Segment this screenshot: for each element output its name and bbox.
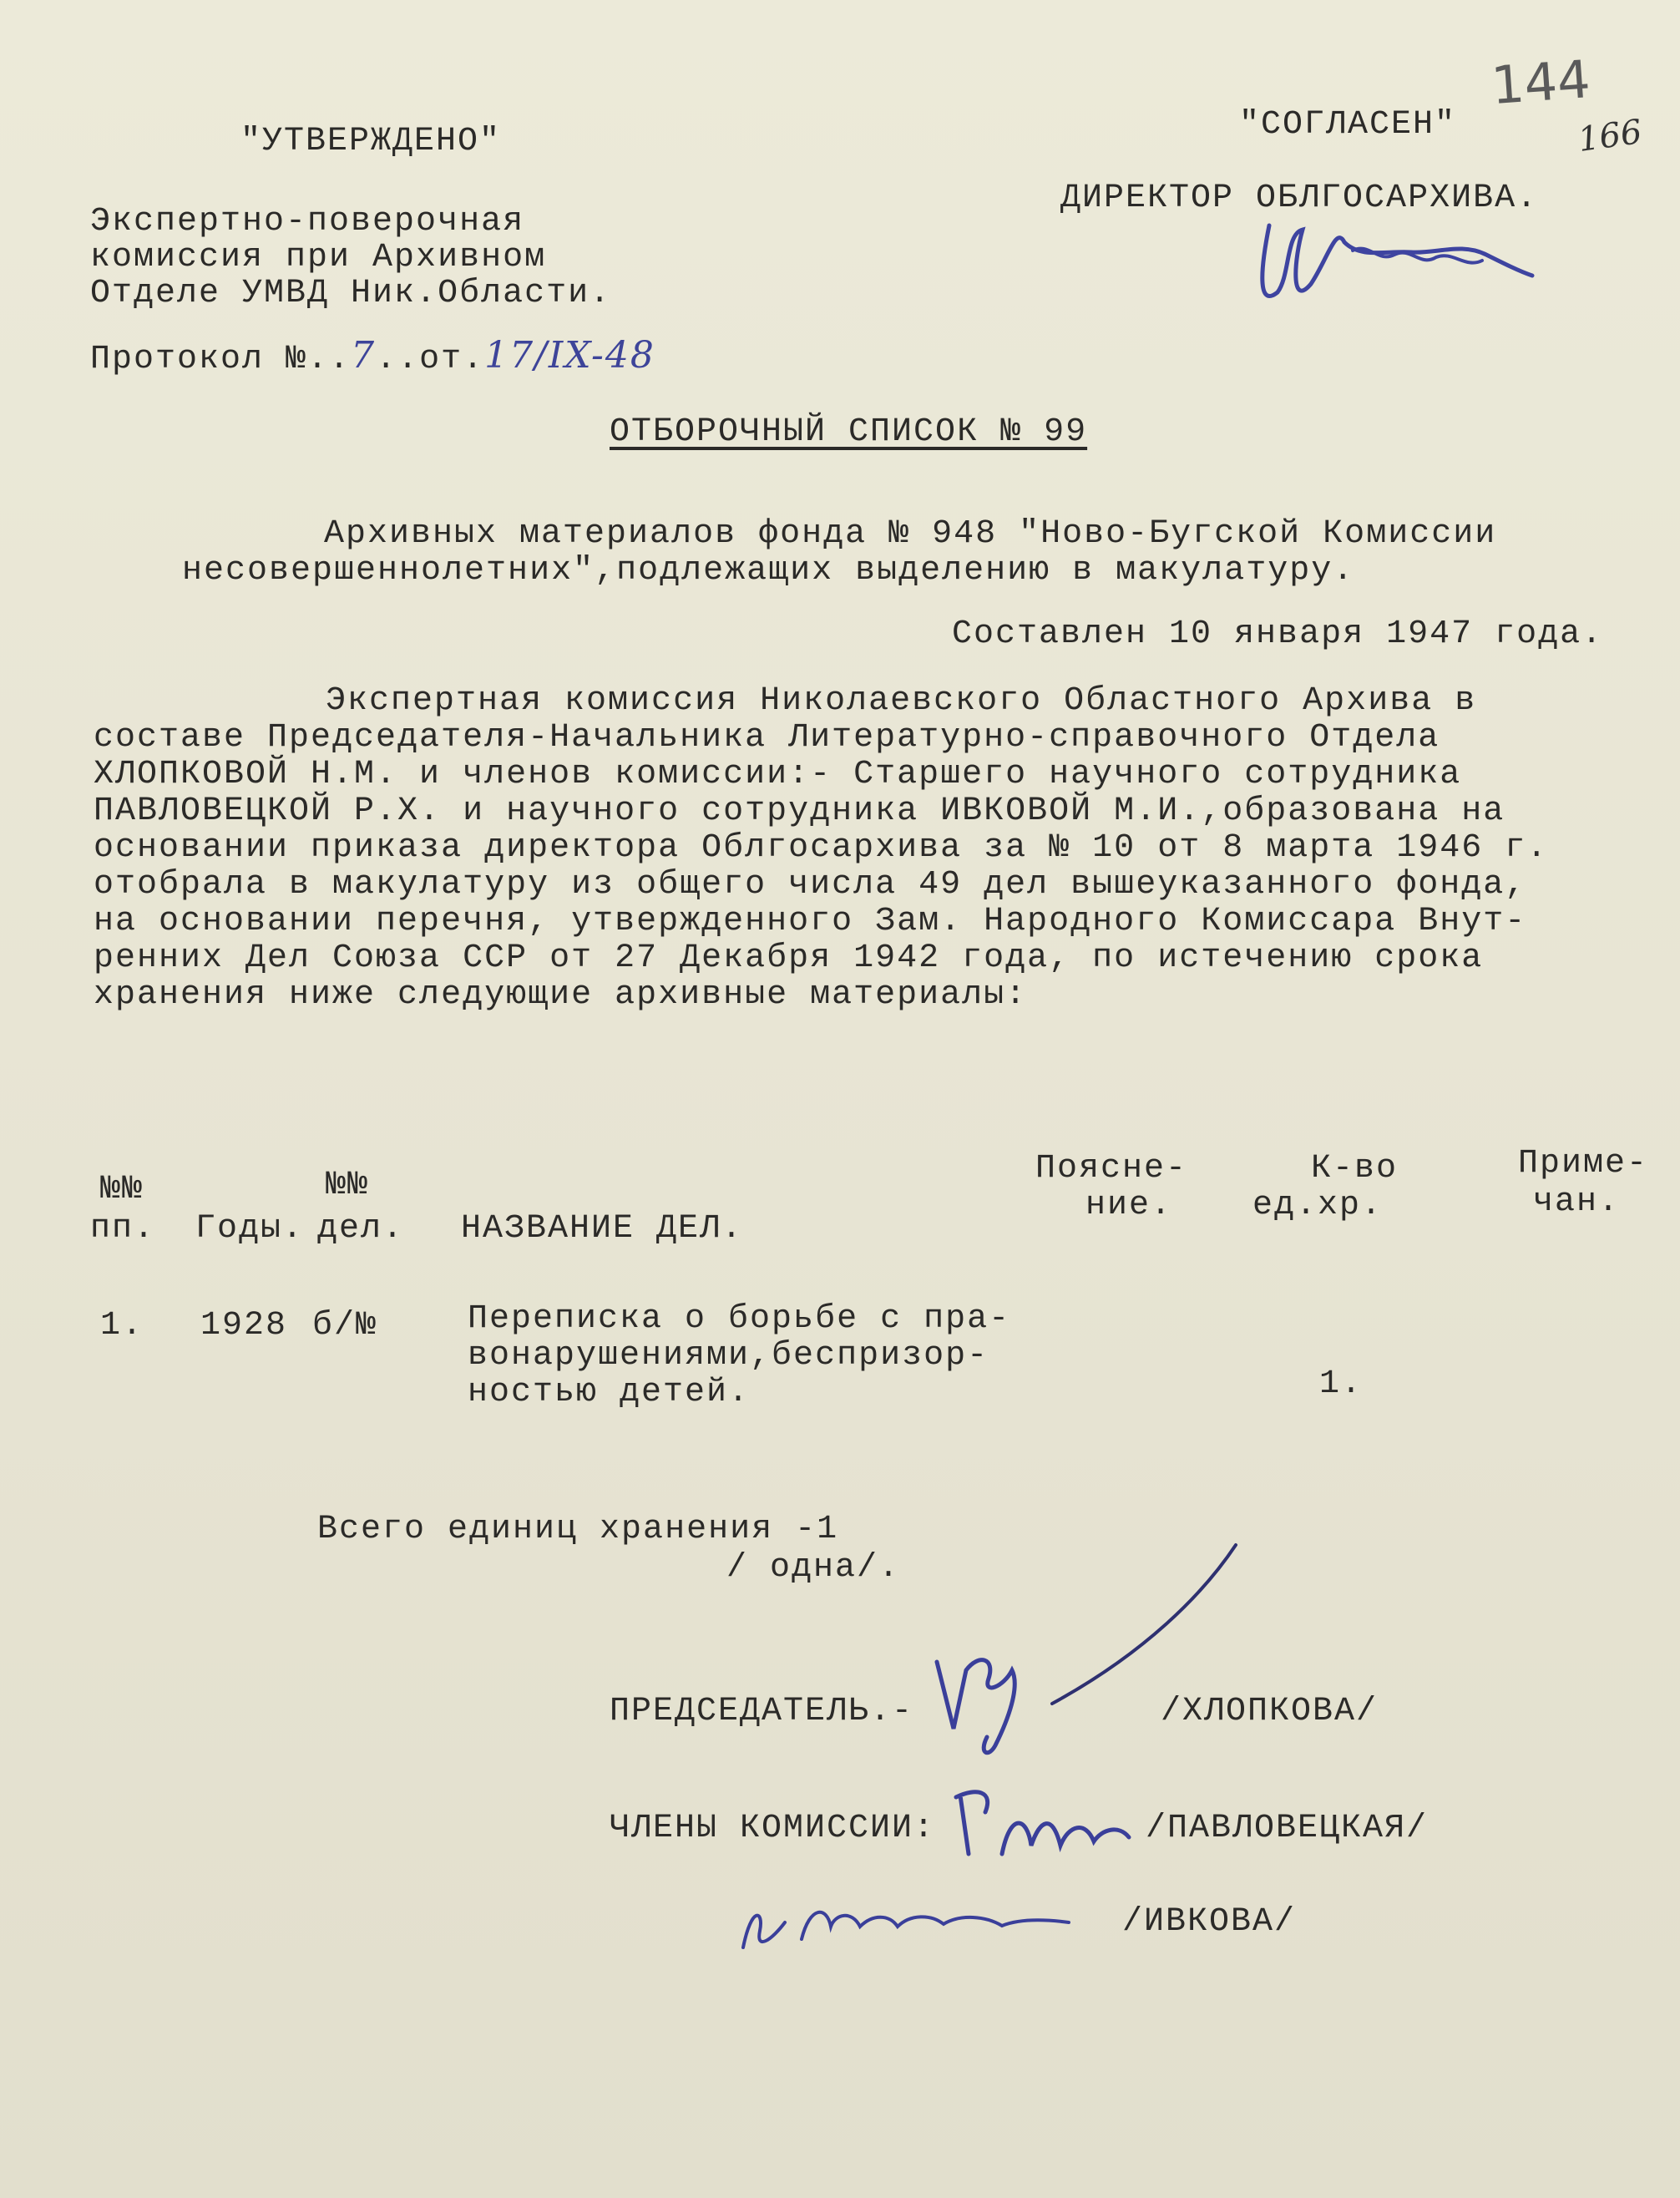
protocol-number: 7	[351, 334, 377, 377]
director-signature	[1252, 192, 1536, 326]
members-label: ЧЛЕНЫ КОМИССИИ:	[610, 1810, 936, 1847]
protocol-date: 17/IX-48	[484, 334, 655, 377]
protocol-from: от	[419, 341, 463, 378]
page-number-handwritten: 166	[1576, 112, 1645, 160]
col-title: НАЗВАНИЕ ДЕЛ.	[461, 1210, 744, 1248]
approved-title: "УТВЕРЖДЕНО"	[240, 123, 502, 160]
row-1-title-line-3: ностью детей.	[468, 1374, 751, 1411]
compiled-date: Составлен 10 января 1947 года.	[952, 615, 1604, 653]
page-number-pencil: 144	[1489, 48, 1592, 117]
body-line-1: Экспертная комиссия Николаевского Областного Архива в	[326, 682, 1477, 720]
member1-name: /ПАВЛОВЕЦКАЯ/	[1146, 1810, 1429, 1847]
total-line-2: / одна/.	[726, 1549, 901, 1587]
chair-signature	[929, 1637, 1045, 1762]
col-num-1: №№	[100, 1171, 144, 1208]
body-line-4: ПАВЛОВЕЦКОЙ Р.Х. и научного сотрудника ИВКОВОЙ М.И.,образована на	[94, 793, 1505, 830]
protocol-line: Протокол №..7..от.17/IX-48	[90, 334, 655, 378]
list-title: ОТБОРОЧНЫЙ СПИСОК № 99	[610, 413, 1088, 451]
row-1-year: 1928	[200, 1307, 288, 1345]
body-line-5: основании приказа директора Облгосархива за № 10 от 8 марта 1946 г.	[94, 829, 1549, 867]
body-line-2: составе Председателя-Начальника Литературно-справочного Отдела	[94, 719, 1440, 757]
member1-signature	[952, 1779, 1136, 1871]
row-1-title-line-1: Переписка о борьбе с пра-	[468, 1300, 1011, 1338]
total-line-1: Всего единиц хранения -1	[317, 1511, 839, 1548]
col-expl-2: ние.	[1085, 1187, 1173, 1224]
protocol-prefix: Протокол №	[90, 341, 308, 378]
col-qty-1: К-во	[1311, 1150, 1399, 1188]
approved-line-1: Экспертно-поверочная	[90, 203, 525, 241]
body-line-7: на основании перечня, утвержденного Зам. Народного Комиссара Внут-	[94, 903, 1527, 940]
body-line-8: ренних Дел Союза ССР от 27 Декабря 1942 года, по истечению срока	[94, 939, 1484, 977]
row-1-qty: 1.	[1319, 1365, 1364, 1403]
col-years: Годы.	[195, 1210, 305, 1248]
agreed-title: "СОГЛАСЕН"	[1239, 106, 1457, 144]
col-num-2: пп.	[90, 1210, 156, 1248]
row-1-case: б/№	[312, 1307, 378, 1345]
row-1-title-line-2: вонарушениями,беспризор-	[468, 1337, 989, 1375]
approved-line-2: комиссия при Архивном	[90, 239, 547, 276]
col-case-1: №№	[326, 1167, 370, 1204]
col-case-2: дел.	[317, 1210, 405, 1248]
member2-name: /ИВКОВА/	[1122, 1903, 1297, 1941]
body-line-9: хранения ниже следующие архивные материалы:	[94, 976, 1028, 1014]
body-line-3: ХЛОПКОВОЙ Н.М. и членов комиссии:- Старшего научного сотрудника	[94, 756, 1462, 793]
chair-name: /ХЛОПКОВА/	[1161, 1693, 1379, 1730]
chair-label: ПРЕДСЕДАТЕЛЬ.-	[610, 1693, 914, 1730]
director-line: ДИРЕКТОР ОБЛГОСАРХИВА.	[1060, 180, 1539, 217]
row-1-num: 1.	[100, 1307, 144, 1345]
intro-line-1: Архивных материалов фонда № 948 "Ново-Бугской Комиссии	[324, 515, 1497, 553]
body-line-6: отобрала в макулатуру из общего числа 49 дел вышеуказанного фонда,	[94, 866, 1527, 904]
member2-signature	[735, 1889, 1085, 1964]
intro-line-2: несовершеннолетних",подлежащих выделению в макулатуру.	[182, 552, 1355, 590]
col-note-1: Приме-	[1518, 1145, 1649, 1183]
col-expl-1: Поясне-	[1035, 1150, 1188, 1188]
approved-line-3: Отделе УМВД Ник.Области.	[90, 275, 612, 312]
col-note-2: чан.	[1533, 1183, 1621, 1221]
col-qty-2: ед.хр.	[1252, 1187, 1384, 1224]
